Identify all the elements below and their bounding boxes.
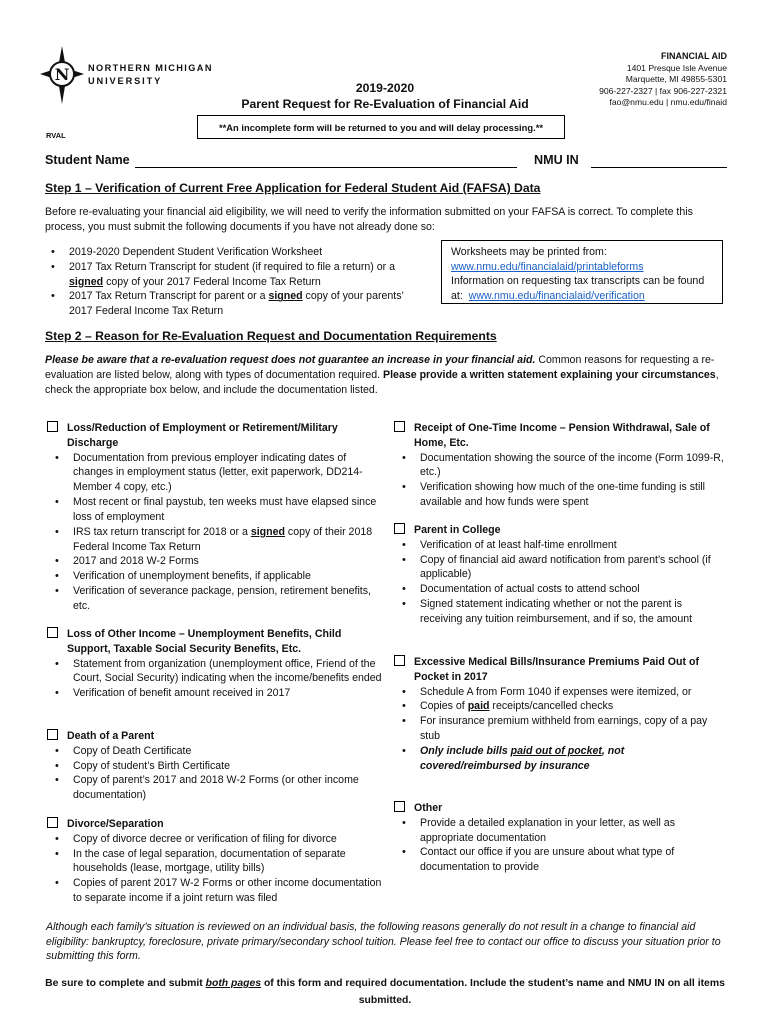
list-item: • Contact our office if you are unsure about what type of documentation to provide bbox=[396, 845, 727, 875]
death-of-parent-checkbox[interactable] bbox=[47, 729, 58, 740]
list-item: • For insurance premium withheld from earnings, copy of a pay stub bbox=[396, 714, 727, 744]
step2-warning: Please be aware that a re-evaluation request does not guarantee an increase in your financial aid. bbox=[45, 354, 536, 366]
printable-forms-link[interactable]: www.nmu.edu/financialaid/printableforms bbox=[451, 260, 644, 273]
loss-employment-checkbox[interactable] bbox=[47, 421, 58, 432]
verification-link[interactable]: www.nmu.edu/financialaid/verification bbox=[468, 289, 645, 302]
compass-logo-icon bbox=[40, 46, 230, 106]
list-item: • Statement from organization (unemployment office, Friend of the Court, Social Security) indicating when the income/benefits ended bbox=[49, 657, 385, 687]
list-item: • Copy of divorce decree or verification of filing for divorce bbox=[49, 832, 385, 847]
list-item: • Verification of at least half-time enrollment bbox=[396, 538, 727, 553]
category-other: Other • Provide a detailed explanation in your letter, as well as appropriate documentation • Contact our office if you are unsure about what type of documentation to provide bbox=[392, 801, 727, 875]
student-info-row bbox=[45, 152, 727, 170]
student-name-field[interactable] bbox=[135, 167, 517, 168]
svg-text:N: N bbox=[54, 65, 70, 84]
list-item: • 2017 Tax Return Transcript for parent or a signed copy of your parents’ 2017 Federal Income Tax Return bbox=[45, 289, 425, 319]
list-item: • Documentation showing the source of the income (Form 1099-R, etc.) bbox=[396, 451, 727, 481]
other-checkbox[interactable] bbox=[394, 801, 405, 812]
medical-bills-checkbox[interactable] bbox=[394, 655, 405, 666]
list-item: • Most recent or final paystub, ten weeks must have elapsed since loss of employment bbox=[49, 495, 385, 525]
divorce-separation-checkbox[interactable] bbox=[47, 817, 58, 828]
box-text: Worksheets may be printed from: bbox=[451, 246, 607, 258]
logo-wordmark-line1: NORTHERN MICHIGAN bbox=[88, 63, 213, 73]
form-code: RVAL bbox=[46, 131, 66, 140]
step1-heading: Step 1 – Verification of Current Free Application for Federal Student Aid (FAFSA) Data bbox=[45, 181, 541, 195]
list-item: • Only include bills paid out of pocket, not covered/reimbursed by insurance bbox=[396, 744, 727, 774]
list-item: • Verification showing how much of the one-time funding is still available and how funds were spent bbox=[396, 480, 727, 510]
disclaimer-text: Although each family’s situation is reviewed on an individual basis, the following reasons generally do not result in a change to financial aid eligibility: bankruptcy, foreclosure, private primary/secondary school tuition. Please feel free to contact our office to discuss your situation prior to submitting this form. bbox=[46, 921, 721, 963]
category-death-of-parent: Death of a Parent • Copy of Death Certificate • Copy of student’s Birth Certificate • Copy of parent’s 2017 and 2018 W-2 Forms (or other income documentation) bbox=[45, 729, 385, 803]
loss-other-income-checkbox[interactable] bbox=[47, 627, 58, 638]
list-item: • Schedule A from Form 1040 if expenses were itemized, or bbox=[396, 685, 727, 700]
office-name: FINANCIAL AID bbox=[661, 51, 727, 61]
office-contact bbox=[599, 51, 727, 109]
list-item: • Copies of parent 2017 W-2 Forms or other income documentation to separate income if a joint return was filed bbox=[49, 876, 385, 906]
footer-emphasis: both pages bbox=[205, 978, 262, 989]
box-text: Information on requesting tax transcripts can be found at: bbox=[451, 275, 705, 302]
form-year: 2019-2020 bbox=[355, 81, 415, 95]
category-medical-bills: Excessive Medical Bills/Insurance Premiums Paid Out of Pocket in 2017 • Schedule A from Form 1040 if expenses were itemized, or • Copies of paid receipts/cancelled checks • For insurance premium withheld from earnings, copy of a pay stub • Only include bills paid out of pocket, not covered/reimbursed by insurance bbox=[392, 655, 727, 774]
parent-in-college-checkbox[interactable] bbox=[394, 523, 405, 534]
step2-heading: Step 2 – Reason for Re-Evaluation Request and Documentation Requirements bbox=[45, 329, 497, 343]
logo-wordmark-line2: UNIVERSITY bbox=[88, 76, 163, 86]
list-item: • Documentation from previous employer indicating dates of changes in employment status (letter, exit paperwork, DD214-Member 4 copy, etc.) bbox=[49, 451, 385, 495]
list-item: • 2019-2020 Dependent Student Verification Worksheet bbox=[45, 245, 425, 260]
category-loss-other-income: Loss of Other Income – Unemployment Benefits, Child Support, Taxable Social Security Benefits, Etc. • Statement from organization (unemployment office, Friend of the Court, Social Security) indicating when the income/benefits ended • Verification of benefit amount received in 2017 bbox=[45, 627, 385, 701]
category-one-time-income: Receipt of One-Time Income – Pension Withdrawal, Sale of Home, Etc. • Documentation showing the source of the income (Form 1099-R, etc.) • Verification showing how much of the one-time funding is still available and how funds were spent bbox=[392, 421, 727, 510]
office-address2: Marquette, MI 49855-5301 bbox=[625, 74, 727, 85]
form-title-block bbox=[210, 80, 560, 113]
list-item: • Verification of benefit amount received in 2017 bbox=[49, 686, 385, 701]
list-item: • Verification of unemployment benefits, if applicable bbox=[49, 569, 385, 584]
list-item: • 2017 and 2018 W-2 Forms bbox=[49, 554, 385, 569]
category-loss-employment: Loss/Reduction of Employment or Retirement/Military Discharge • Documentation from previous employer indicating dates of changes in employment status (letter, exit paperwork, DD214-Member 4 copy, etc.) • Most recent or final paystub, ten weeks must have elapsed since loss of employment • IRS tax return transcript for 2018 or a signed copy of their 2018 Federal Income Tax Return • 2017 and 2018 W-2 Forms • Verification of unemployment benefits, if applicable • Verification of severance package, pension, retirement benefits, etc. bbox=[45, 421, 385, 614]
footer-instruction: Be sure to complete and submit both pages of this form and required documentation. Include the student’s name and NMU IN on all items submitted. bbox=[45, 978, 725, 1006]
list-item: • Copy of financial aid award notification from parent’s school (if applicable) bbox=[396, 553, 727, 583]
list-item: • Copy of Death Certificate bbox=[49, 744, 385, 759]
list-item: • In the case of legal separation, documentation of separate households (lease, mortgage, utility bills) bbox=[49, 847, 385, 877]
step1-intro: Before re-evaluating your financial aid eligibility, we will need to verify the information submitted on your FAFSA is correct. To complete this process, you must submit the following documents if you have not already done so: bbox=[45, 206, 693, 234]
list-item: • Copy of student’s Birth Certificate bbox=[49, 759, 385, 774]
step2-instruction: Please provide a written statement explaining your circumstances bbox=[383, 369, 716, 382]
step2-intro: Please be aware that a re-evaluation request does not guarantee an increase in your financial aid. Common reasons for requesting a re-evaluation are listed below, along with types of documentation required. Please provide a written statement explaining your circumstances, check the appropriate box below, and include the documentation listed. bbox=[45, 354, 719, 397]
nmu-logo bbox=[40, 46, 230, 106]
one-time-income-checkbox[interactable] bbox=[394, 421, 405, 432]
incomplete-form-notice: **An incomplete form will be returned to you and will delay processing.** bbox=[197, 115, 565, 139]
list-item: • Signed statement indicating whether or not the parent is receiving any tuition reimbursement, and if so, the amount bbox=[396, 597, 727, 627]
form-title: Parent Request for Re-Evaluation of Financial Aid bbox=[241, 97, 529, 112]
nmu-in-field[interactable] bbox=[591, 167, 727, 168]
list-item: • 2017 Tax Return Transcript for student (if required to file a return) or a signed copy of your 2017 Federal Income Tax Return bbox=[45, 260, 425, 290]
nmu-in-label: NMU IN bbox=[534, 153, 579, 167]
step1-document-list bbox=[45, 245, 425, 319]
list-item: • Documentation of actual costs to attend school bbox=[396, 582, 727, 597]
list-item: • Provide a detailed explanation in your letter, as well as appropriate documentation bbox=[396, 816, 727, 846]
list-item: • Copy of parent’s 2017 and 2018 W-2 Forms (or other income documentation) bbox=[49, 773, 385, 803]
list-item: • Copies of paid receipts/cancelled checks bbox=[396, 699, 727, 714]
list-item: • IRS tax return transcript for 2018 or a signed copy of their 2018 Federal Income Tax Return bbox=[49, 525, 385, 555]
category-parent-in-college: Parent in College • Verification of at least half-time enrollment • Copy of financial aid award notification from parent’s school (if applicable) • Documentation of actual costs to attend school • Signed statement indicating whether or not the parent is receiving any tuition reimbursement, and if so, the amount bbox=[392, 523, 727, 627]
student-name-label: Student Name bbox=[45, 153, 130, 167]
worksheet-info-box bbox=[441, 240, 723, 304]
office-web: fao@nmu.edu | nmu.edu/finaid bbox=[609, 97, 727, 108]
office-phone: 906-227-2327 | fax 906-227-2321 bbox=[599, 85, 727, 96]
category-divorce-separation: Divorce/Separation • Copy of divorce decree or verification of filing for divorce • In the case of legal separation, documentation of separate households (lease, mortgage, utility bills) • Copies of parent 2017 W-2 Forms or other income documentation to separate income if a joint return was filed bbox=[45, 817, 385, 906]
list-item: • Verification of severance package, pension, retirement benefits, etc. bbox=[49, 584, 385, 614]
office-address1: 1401 Presque Isle Avenue bbox=[626, 62, 727, 73]
